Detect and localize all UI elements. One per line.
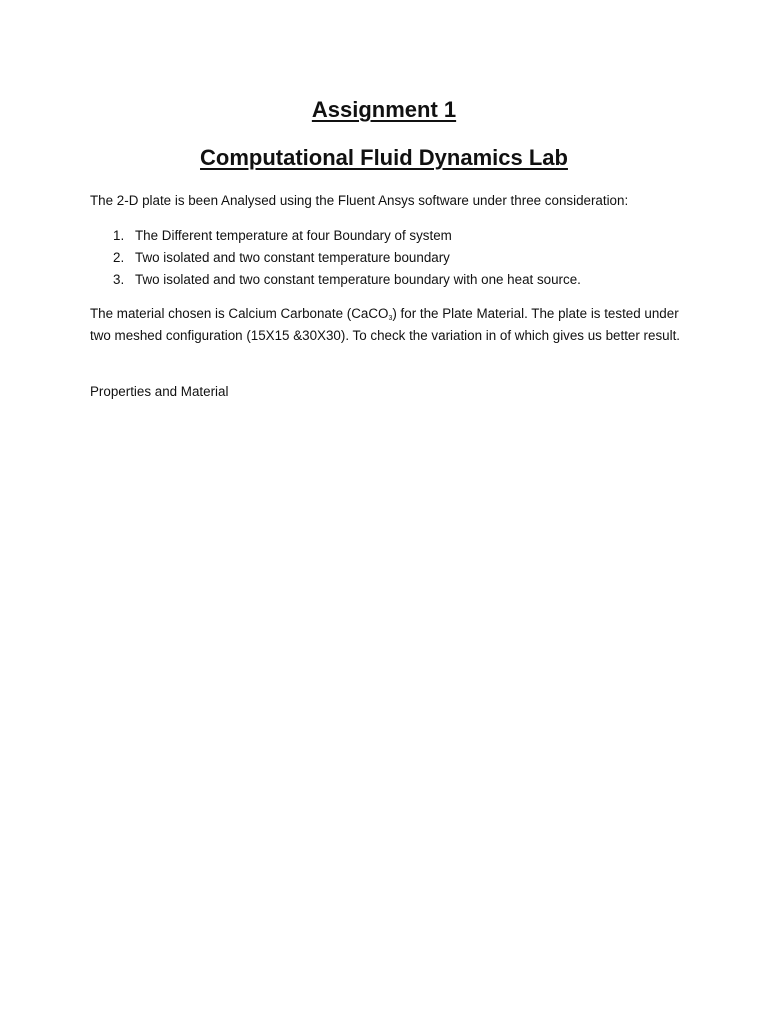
list-item-number: 3. [113, 271, 125, 287]
list-item-number: 2. [113, 249, 125, 265]
intro-paragraph: The 2-D plate is been Analysed using the Fluent Ansys software under three consideration: [90, 193, 629, 208]
document-subtitle: Computational Fluid Dynamics Lab [200, 145, 568, 170]
list-item-text: Two isolated and two constant temperature boundary [135, 249, 450, 265]
material-paragraph [90, 303, 680, 347]
list-item [90, 247, 690, 269]
properties-heading: Properties and Material [90, 384, 229, 399]
list-item-text: Two isolated and two constant temperature boundary with one heat source. [135, 271, 581, 287]
list-item [90, 225, 690, 247]
list-item [90, 269, 690, 291]
list-item-number: 1. [113, 228, 125, 243]
material-subscript: 3 [388, 315, 393, 322]
document-title: Assignment 1 [311, 97, 457, 122]
considerations-list [90, 225, 690, 290]
list-item-text: The Different temperature at four Boundary of system [135, 228, 452, 243]
material-text-before: The material chosen is Calcium Carbonate (CaCO [90, 306, 389, 321]
material-text-after: ) for the Plate Material. The plate is tested under two meshed configuration (15X15 &30X30). To check the variation in of which gives us better result. [90, 306, 681, 343]
